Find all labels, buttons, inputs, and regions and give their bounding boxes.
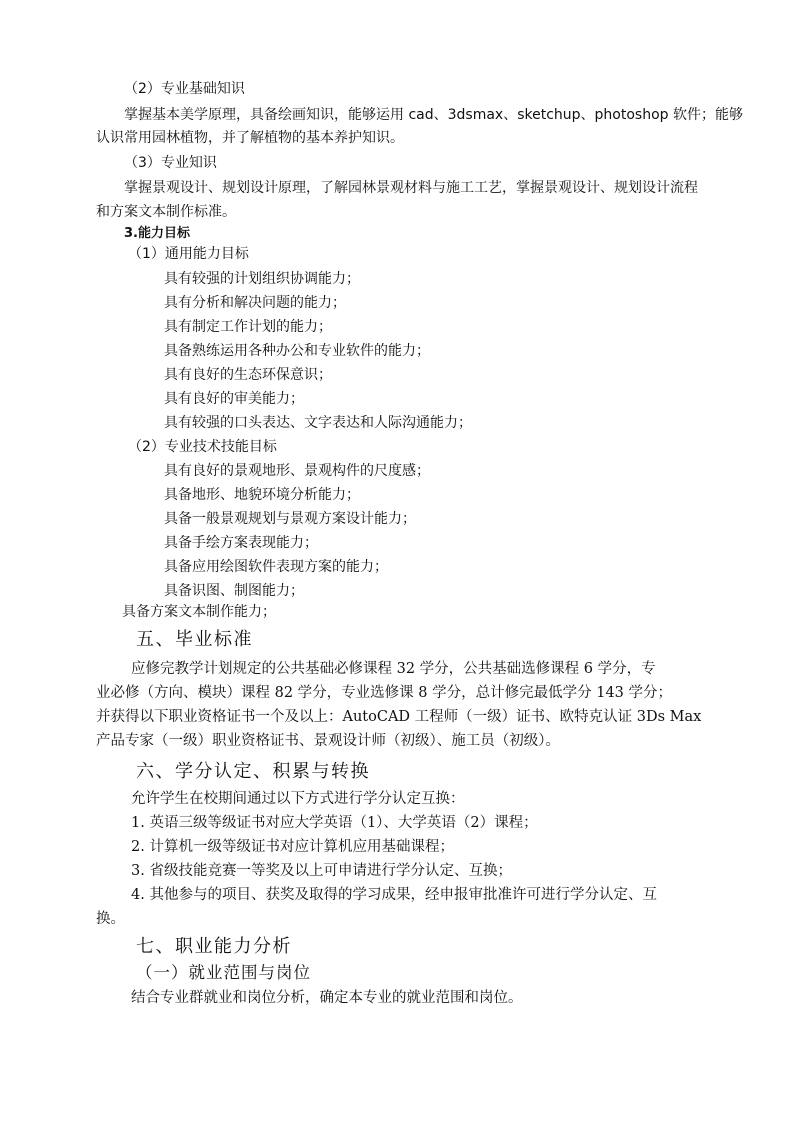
graduation-section-title: 五、毕业标准 bbox=[136, 629, 253, 650]
general-ability-item: 具有良好的审美能力； bbox=[164, 391, 304, 407]
technical-ability-heading: （2）专业技术技能目标 bbox=[128, 439, 277, 455]
graduation-text-line3: 并获得以下职业资格证书一个及以上：AutoCAD 工程师（一级）证书、欧特克认证 3Ds Max bbox=[96, 709, 702, 725]
technical-ability-item: 具有良好的景观地形、景观构件的尺度感； bbox=[164, 463, 430, 479]
technical-ability-item: 具备地形、地貌环境分析能力； bbox=[164, 487, 360, 503]
employment-subsection-title: （一）就业范围与岗位 bbox=[136, 963, 311, 982]
technical-ability-item: 具备手绘方案表现能力； bbox=[164, 535, 318, 551]
general-ability-item: 具有制定工作计划的能力； bbox=[164, 319, 332, 335]
technical-ability-item-last: 具备方案文本制作能力； bbox=[122, 604, 276, 620]
professional-knowledge-text-line1: 掌握景观设计、规划设计原理，了解园林景观材料与施工工艺，掌握景观设计、规划设计流程 bbox=[124, 180, 698, 196]
general-ability-item: 具备熟练运用各种办公和专业软件的能力； bbox=[164, 343, 430, 359]
technical-ability-item: 具备识图、制图能力； bbox=[164, 583, 304, 599]
professional-knowledge-text-line2: 和方案文本制作标准。 bbox=[96, 204, 236, 220]
professional-basic-text-line2: 认识常用园林植物，并了解植物的基本养护知识。 bbox=[96, 130, 404, 146]
general-ability-item: 具有较强的计划组织协调能力； bbox=[164, 271, 360, 287]
professional-basic-heading: （2）专业基础知识 bbox=[124, 81, 245, 97]
technical-ability-item: 具备应用绘图软件表现方案的能力； bbox=[164, 559, 388, 575]
vocational-section-title: 七、职业能力分析 bbox=[136, 936, 292, 957]
credits-item: 4. 其他参与的项目、获奖及取得的学习成果，经申报审批准许可进行学分认定、互 bbox=[131, 887, 657, 903]
general-ability-item: 具有良好的生态环保意识； bbox=[164, 367, 332, 383]
credits-intro: 允许学生在校期间通过以下方式进行学分认定互换： bbox=[131, 791, 465, 807]
credits-item: 1. 英语三级等级证书对应大学英语（1）、大学英语（2）课程； bbox=[131, 815, 538, 831]
general-ability-heading: （1）通用能力目标 bbox=[128, 246, 249, 262]
ability-goals-heading: 3.能力目标 bbox=[124, 226, 190, 241]
credits-item: 3. 省级技能竞赛一等奖及以上可申请进行学分认定、互换； bbox=[131, 863, 512, 879]
employment-text: 结合专业群就业和岗位分析，确定本专业的就业范围和岗位。 bbox=[131, 990, 523, 1006]
general-ability-item: 具有较强的口头表达、文字表达和人际沟通能力； bbox=[164, 415, 472, 431]
credits-section-title: 六、学分认定、积累与转换 bbox=[136, 761, 370, 782]
graduation-text-line1: 应修完教学计划规定的公共基础必修课程 32 学分，公共基础选修课程 6 学分，专 bbox=[131, 661, 656, 677]
credits-item-continuation: 换。 bbox=[96, 911, 125, 927]
general-ability-item: 具有分析和解决问题的能力； bbox=[164, 295, 346, 311]
professional-knowledge-heading: （3）专业知识 bbox=[124, 155, 217, 171]
professional-basic-text-line1: 掌握基本美学原理，具备绘画知识，能够运用 cad、3dsmax、sketchup、photoshop 软件；能够 bbox=[124, 107, 743, 123]
graduation-text-line4: 产品专家（一级）职业资格证书、景观设计师（初级）、施工员（初级）。 bbox=[96, 733, 560, 749]
credits-item: 2. 计算机一级等级证书对应计算机应用基础课程； bbox=[131, 839, 454, 855]
technical-ability-item: 具备一般景观规划与景观方案设计能力； bbox=[164, 511, 416, 527]
graduation-text-line2: 业必修（方向、模块）课程 82 学分，专业选修课 8 学分，总计修完最低学分 143 学分； bbox=[96, 685, 673, 701]
